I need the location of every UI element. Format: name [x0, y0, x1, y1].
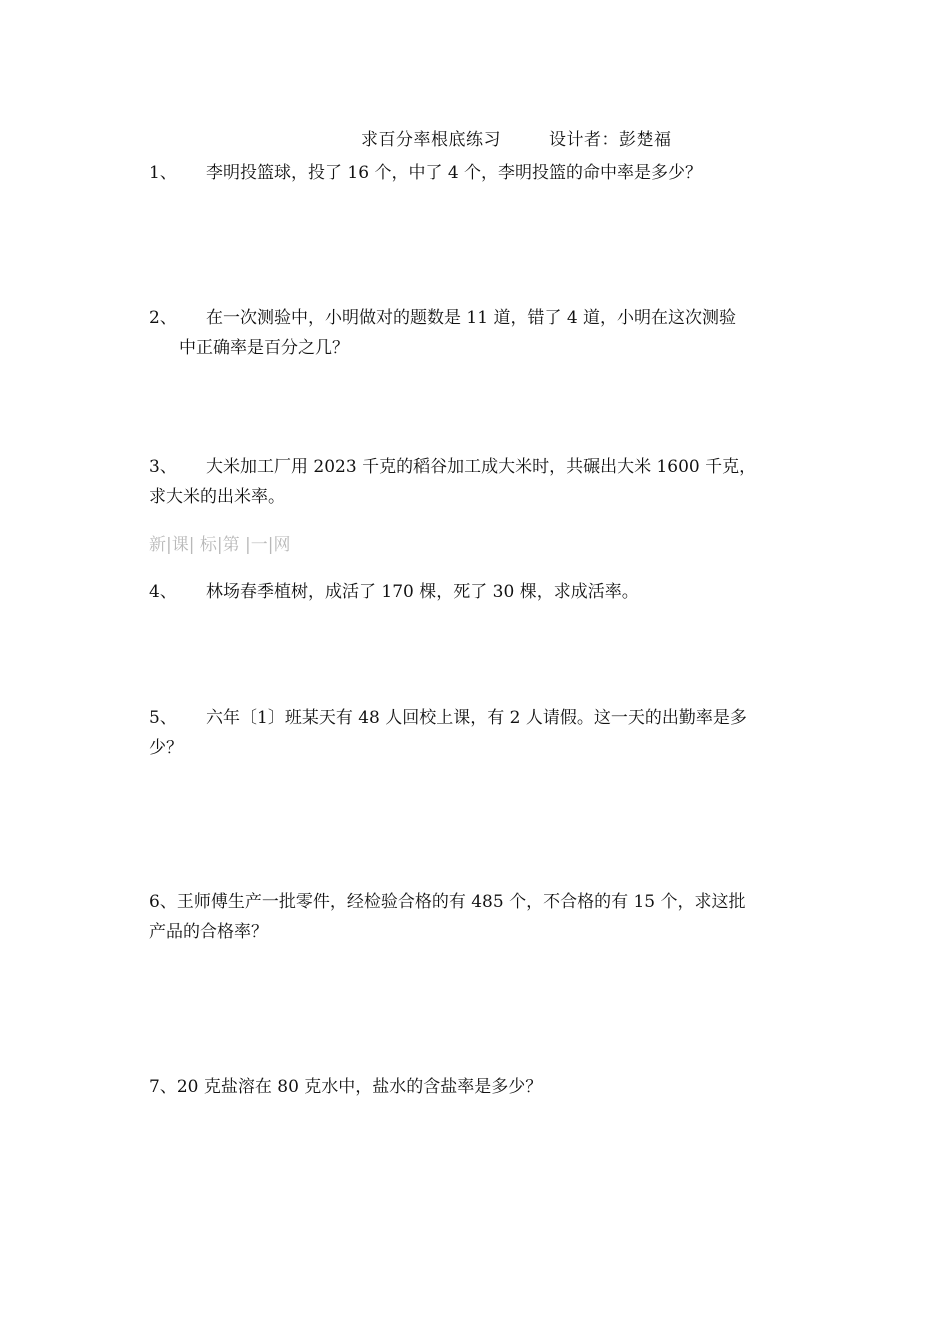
question-text: 大米加工厂用 2023 千克的稻谷加工成大米时，共碾出大米 1600 千克， [206, 457, 757, 477]
question-number: 4、 [149, 582, 177, 602]
question-number: 3、 [149, 457, 177, 477]
question-1 [149, 158, 809, 188]
question-3 [149, 452, 809, 512]
question-7 [149, 1072, 809, 1102]
designer-credit: 设计者：彭楚福 [549, 130, 672, 150]
question-5 [149, 703, 809, 763]
worksheet-title: 求百分率根底练习 [361, 130, 501, 150]
question-text: 林场春季植树，成活了 170 棵，死了 30 棵，求成活率。 [206, 582, 639, 602]
question-text: 李明投篮球，投了 16 个，中了 4 个，李明投篮的命中率是多少？ [206, 163, 703, 183]
question-text: 7、20 克盐溶在 80 克水中，盐水的含盐率是多少？ [149, 1077, 543, 1097]
question-text: 6、王师傅生产一批零件，经检验合格的有 485 个，不合格的有 15 个，求这批 [149, 892, 746, 912]
question-text: 六年〔1〕班某天有 48 人回校上课，有 2 人请假。这一天的出勤率是多 [206, 708, 747, 728]
question-text: 在一次测验中，小明做对的题数是 11 道，错了 4 道，小明在这次测验 [206, 308, 737, 328]
page-title [361, 125, 672, 150]
question-2 [149, 303, 809, 363]
question-number: 2、 [149, 308, 177, 328]
question-number: 5、 [149, 708, 177, 728]
question-4 [149, 577, 809, 607]
question-number: 1、 [149, 163, 177, 183]
watermark-text: 新|课| 标|第 |一|网 [149, 535, 291, 555]
question-text-continued: 产品的合格率？ [149, 922, 268, 942]
question-text-continued: 求大米的出米率。 [149, 487, 285, 507]
question-6 [149, 887, 809, 947]
question-text-continued: 少？ [149, 738, 183, 758]
question-text-continued: 中正确率是百分之几？ [179, 338, 349, 358]
